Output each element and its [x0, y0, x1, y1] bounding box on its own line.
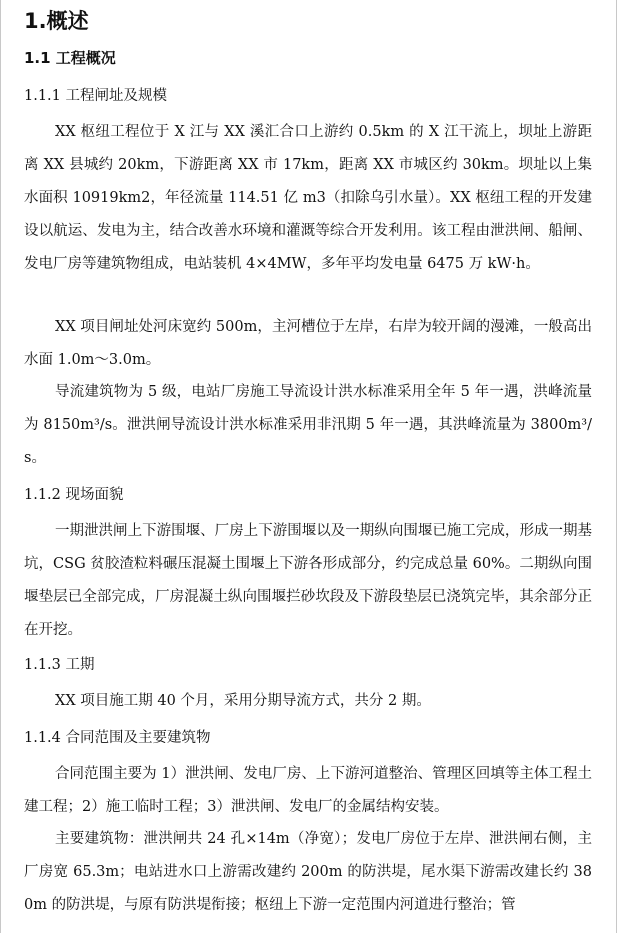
heading-2: 1.1 工程概况: [24, 49, 116, 67]
paragraph-schedule: XX 项目施工期 40 个月，采用分期导流方式，共分 2 期。: [55, 693, 431, 709]
page-border-left: [0, 0, 1, 933]
section-title-1-1-1: 1.1.1 工程闸址及规模: [24, 88, 168, 104]
section-title-1-1-2: 1.1.2 现场面貌: [24, 487, 124, 503]
heading-1: 1.概述: [24, 9, 89, 33]
paragraph-diversion: 导流建筑物为 5 级，电站厂房施工导流设计洪水标准采用全年 5 年一遇，洪峰流量为 8150m³/s。泄洪闸导流设计洪水标准采用非汛期 5 年一遇，其洪峰流量为 3800m³/s。: [24, 384, 592, 466]
paragraph-riverbed: XX 项目闸址处河床宽约 500m，主河槽位于左岸，右岸为较开阔的漫滩，一般高出水面 1.0m～3.0m。: [24, 319, 592, 368]
paragraph-contract-scope: 合同范围主要为 1）泄洪闸、发电厂房、上下游河道整治、管理区回填等主体工程土建工程；2）施工临时工程；3）泄洪闸、发电厂的金属结构安装。: [24, 766, 592, 815]
section-title-1-1-4: 1.1.4 合同范围及主要建筑物: [24, 730, 211, 746]
paragraph-site-status: 一期泄洪闸上下游围堰、厂房上下游围堰以及一期纵向围堰已施工完成，形成一期基坑，CSG 贫胶渣粒料碾压混凝土围堰上下游各形成部分，约完成总量 60%。二期纵向围堰垫层已全部完成，厂房混凝土纵向围堰拦砂坎段及下游段垫层已浇筑完毕，其余部分正在开挖。: [24, 523, 592, 638]
section-title-1-1-3: 1.1.3 工期: [24, 657, 95, 673]
paragraph-main-structures: 主要建筑物：泄洪闸共 24 孔×14m（净宽）；发电厂房位于左岸、泄洪闸右侧，主厂房宽 65.3m；电站进水口上游需改建约 200m 的防洪堤，尾水渠下游需改建长约 380m 的防洪堤，与原有防洪堤衔接；枢纽上下游一定范围内河道进行整治；管: [24, 831, 592, 913]
paragraph-site-scale: XX 枢纽工程位于 X 江与 XX 溪汇合口上游约 0.5km 的 X 江干流上，坝址上游距离 XX 县城约 20km，下游距离 XX 市 17km，距离 XX 市城区约 30km。坝址以上集水面积 10919km2，年径流量 114.51 亿 m3（扣除乌引水量）。XX 枢纽工程的开发建设以航运、发电为主，结合改善水环境和灌溉等综合开发利用。该工程由泄洪闸、船闸、发电厂房等建筑物组成，电站装机 4×4MW，多年平均发电量 6475 万 kW·h。: [24, 124, 592, 272]
